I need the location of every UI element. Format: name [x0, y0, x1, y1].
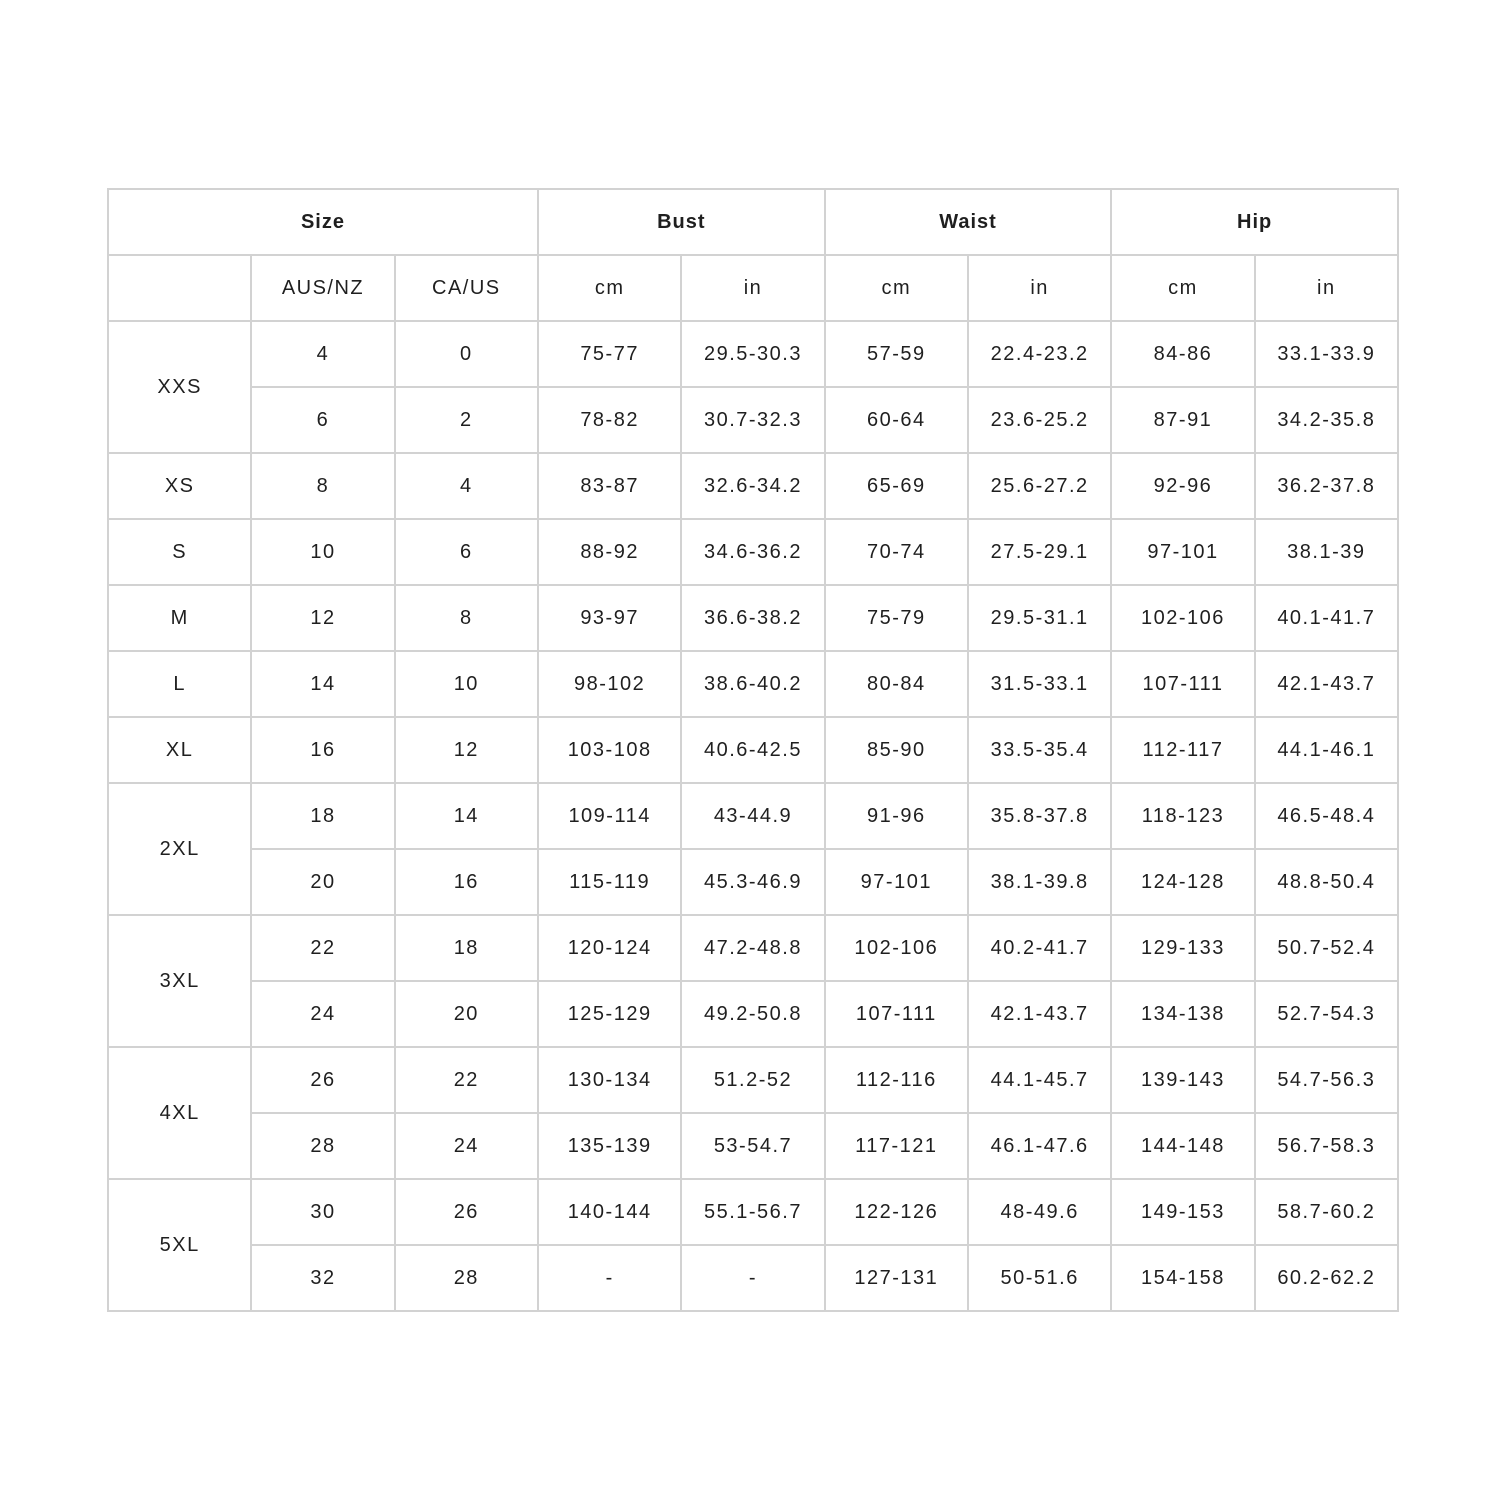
cell-ca-us: 18	[395, 915, 538, 981]
header-sub-row	[108, 255, 1398, 321]
cell-hip-in: 54.7-56.3	[1255, 1047, 1398, 1113]
cell-bust-in: 34.6-36.2	[681, 519, 824, 585]
cell-waist-cm: 80-84	[825, 651, 968, 717]
table-row	[108, 1179, 1398, 1245]
cell-hip-cm: 112-117	[1111, 717, 1254, 783]
cell-waist-cm: 70-74	[825, 519, 968, 585]
cell-bust-cm: 125-129	[538, 981, 681, 1047]
cell-waist-in: 42.1-43.7	[968, 981, 1111, 1047]
subheader-bust-cm: cm	[538, 255, 681, 321]
cell-hip-in: 44.1-46.1	[1255, 717, 1398, 783]
cell-bust-in: 40.6-42.5	[681, 717, 824, 783]
subheader-bust-in: in	[681, 255, 824, 321]
cell-hip-cm: 118-123	[1111, 783, 1254, 849]
cell-hip-in: 48.8-50.4	[1255, 849, 1398, 915]
cell-bust-cm: 130-134	[538, 1047, 681, 1113]
cell-hip-in: 36.2-37.8	[1255, 453, 1398, 519]
cell-waist-in: 29.5-31.1	[968, 585, 1111, 651]
cell-hip-in: 52.7-54.3	[1255, 981, 1398, 1047]
cell-ca-us: 4	[395, 453, 538, 519]
cell-hip-cm: 107-111	[1111, 651, 1254, 717]
cell-waist-in: 38.1-39.8	[968, 849, 1111, 915]
table-row	[108, 1245, 1398, 1311]
cell-bust-in: 45.3-46.9	[681, 849, 824, 915]
cell-aus-nz: 14	[251, 651, 394, 717]
cell-bust-in: 47.2-48.8	[681, 915, 824, 981]
cell-waist-cm: 122-126	[825, 1179, 968, 1245]
cell-waist-cm: 107-111	[825, 981, 968, 1047]
cell-aus-nz: 28	[251, 1113, 394, 1179]
cell-size-label: XXS	[108, 321, 251, 453]
subheader-ca-us: CA/US	[395, 255, 538, 321]
table-row	[108, 651, 1398, 717]
cell-aus-nz: 12	[251, 585, 394, 651]
cell-bust-in: 43-44.9	[681, 783, 824, 849]
cell-waist-in: 50-51.6	[968, 1245, 1111, 1311]
cell-waist-in: 48-49.6	[968, 1179, 1111, 1245]
cell-hip-cm: 92-96	[1111, 453, 1254, 519]
cell-waist-cm: 112-116	[825, 1047, 968, 1113]
cell-bust-cm: 135-139	[538, 1113, 681, 1179]
cell-bust-cm: 88-92	[538, 519, 681, 585]
cell-aus-nz: 10	[251, 519, 394, 585]
cell-hip-cm: 144-148	[1111, 1113, 1254, 1179]
cell-hip-cm: 139-143	[1111, 1047, 1254, 1113]
cell-aus-nz: 6	[251, 387, 394, 453]
cell-bust-cm: 98-102	[538, 651, 681, 717]
table-row	[108, 717, 1398, 783]
cell-bust-cm: 109-114	[538, 783, 681, 849]
cell-aus-nz: 4	[251, 321, 394, 387]
cell-bust-cm: 103-108	[538, 717, 681, 783]
cell-bust-cm: -	[538, 1245, 681, 1311]
cell-waist-cm: 97-101	[825, 849, 968, 915]
table-row	[108, 849, 1398, 915]
cell-waist-in: 23.6-25.2	[968, 387, 1111, 453]
cell-aus-nz: 32	[251, 1245, 394, 1311]
cell-hip-in: 56.7-58.3	[1255, 1113, 1398, 1179]
cell-size-label: S	[108, 519, 251, 585]
cell-hip-cm: 97-101	[1111, 519, 1254, 585]
cell-waist-in: 27.5-29.1	[968, 519, 1111, 585]
cell-bust-cm: 78-82	[538, 387, 681, 453]
size-chart-table	[107, 188, 1399, 1312]
cell-ca-us: 0	[395, 321, 538, 387]
cell-hip-cm: 149-153	[1111, 1179, 1254, 1245]
cell-bust-in: -	[681, 1245, 824, 1311]
cell-size-label: 4XL	[108, 1047, 251, 1179]
cell-bust-cm: 93-97	[538, 585, 681, 651]
cell-waist-cm: 102-106	[825, 915, 968, 981]
cell-hip-cm: 134-138	[1111, 981, 1254, 1047]
header-waist: Waist	[825, 189, 1112, 255]
cell-hip-cm: 84-86	[1111, 321, 1254, 387]
table-row	[108, 321, 1398, 387]
subheader-aus-nz: AUS/NZ	[251, 255, 394, 321]
cell-hip-cm: 102-106	[1111, 585, 1254, 651]
cell-bust-cm: 115-119	[538, 849, 681, 915]
cell-ca-us: 14	[395, 783, 538, 849]
cell-hip-cm: 129-133	[1111, 915, 1254, 981]
cell-bust-cm: 83-87	[538, 453, 681, 519]
cell-waist-cm: 117-121	[825, 1113, 968, 1179]
table-row	[108, 453, 1398, 519]
cell-hip-in: 38.1-39	[1255, 519, 1398, 585]
cell-ca-us: 16	[395, 849, 538, 915]
header-size: Size	[108, 189, 538, 255]
table-body	[108, 321, 1398, 1311]
table-row	[108, 981, 1398, 1047]
cell-bust-in: 30.7-32.3	[681, 387, 824, 453]
cell-bust-in: 29.5-30.3	[681, 321, 824, 387]
cell-aus-nz: 26	[251, 1047, 394, 1113]
cell-waist-in: 35.8-37.8	[968, 783, 1111, 849]
cell-hip-in: 33.1-33.9	[1255, 321, 1398, 387]
cell-waist-in: 44.1-45.7	[968, 1047, 1111, 1113]
cell-aus-nz: 8	[251, 453, 394, 519]
cell-waist-in: 31.5-33.1	[968, 651, 1111, 717]
cell-bust-in: 49.2-50.8	[681, 981, 824, 1047]
cell-waist-in: 40.2-41.7	[968, 915, 1111, 981]
cell-hip-in: 58.7-60.2	[1255, 1179, 1398, 1245]
subheader-waist-cm: cm	[825, 255, 968, 321]
table-header	[108, 189, 1398, 321]
cell-hip-cm: 124-128	[1111, 849, 1254, 915]
table-row	[108, 1047, 1398, 1113]
cell-hip-in: 34.2-35.8	[1255, 387, 1398, 453]
cell-ca-us: 2	[395, 387, 538, 453]
cell-waist-in: 33.5-35.4	[968, 717, 1111, 783]
subheader-hip-in: in	[1255, 255, 1398, 321]
cell-waist-cm: 85-90	[825, 717, 968, 783]
cell-waist-cm: 57-59	[825, 321, 968, 387]
cell-bust-cm: 120-124	[538, 915, 681, 981]
cell-hip-in: 50.7-52.4	[1255, 915, 1398, 981]
header-hip: Hip	[1111, 189, 1398, 255]
cell-ca-us: 8	[395, 585, 538, 651]
cell-bust-cm: 140-144	[538, 1179, 681, 1245]
cell-waist-cm: 91-96	[825, 783, 968, 849]
cell-hip-in: 46.5-48.4	[1255, 783, 1398, 849]
cell-ca-us: 10	[395, 651, 538, 717]
cell-aus-nz: 24	[251, 981, 394, 1047]
subheader-waist-in: in	[968, 255, 1111, 321]
cell-aus-nz: 20	[251, 849, 394, 915]
table-row	[108, 783, 1398, 849]
cell-bust-in: 32.6-34.2	[681, 453, 824, 519]
cell-waist-in: 25.6-27.2	[968, 453, 1111, 519]
cell-size-label: 3XL	[108, 915, 251, 1047]
cell-hip-cm: 154-158	[1111, 1245, 1254, 1311]
cell-size-label: 2XL	[108, 783, 251, 915]
cell-ca-us: 12	[395, 717, 538, 783]
cell-waist-in: 46.1-47.6	[968, 1113, 1111, 1179]
cell-size-label: XS	[108, 453, 251, 519]
cell-size-label: XL	[108, 717, 251, 783]
cell-bust-in: 36.6-38.2	[681, 585, 824, 651]
cell-ca-us: 20	[395, 981, 538, 1047]
header-group-row	[108, 189, 1398, 255]
cell-size-label: M	[108, 585, 251, 651]
cell-ca-us: 26	[395, 1179, 538, 1245]
cell-hip-in: 60.2-62.2	[1255, 1245, 1398, 1311]
cell-size-label: L	[108, 651, 251, 717]
cell-waist-cm: 75-79	[825, 585, 968, 651]
header-bust: Bust	[538, 189, 825, 255]
table-row	[108, 387, 1398, 453]
cell-bust-in: 53-54.7	[681, 1113, 824, 1179]
cell-hip-in: 40.1-41.7	[1255, 585, 1398, 651]
cell-hip-cm: 87-91	[1111, 387, 1254, 453]
subheader-hip-cm: cm	[1111, 255, 1254, 321]
table-row	[108, 1113, 1398, 1179]
table-row	[108, 519, 1398, 585]
cell-ca-us: 24	[395, 1113, 538, 1179]
cell-hip-in: 42.1-43.7	[1255, 651, 1398, 717]
cell-size-label: 5XL	[108, 1179, 251, 1311]
cell-waist-cm: 60-64	[825, 387, 968, 453]
cell-bust-in: 51.2-52	[681, 1047, 824, 1113]
cell-bust-in: 55.1-56.7	[681, 1179, 824, 1245]
table-row	[108, 915, 1398, 981]
table-row	[108, 585, 1398, 651]
cell-aus-nz: 16	[251, 717, 394, 783]
cell-aus-nz: 18	[251, 783, 394, 849]
subheader-size-label	[108, 255, 251, 321]
cell-ca-us: 22	[395, 1047, 538, 1113]
cell-aus-nz: 22	[251, 915, 394, 981]
cell-bust-cm: 75-77	[538, 321, 681, 387]
cell-waist-in: 22.4-23.2	[968, 321, 1111, 387]
cell-ca-us: 28	[395, 1245, 538, 1311]
cell-ca-us: 6	[395, 519, 538, 585]
cell-aus-nz: 30	[251, 1179, 394, 1245]
cell-waist-cm: 65-69	[825, 453, 968, 519]
cell-waist-cm: 127-131	[825, 1245, 968, 1311]
cell-bust-in: 38.6-40.2	[681, 651, 824, 717]
